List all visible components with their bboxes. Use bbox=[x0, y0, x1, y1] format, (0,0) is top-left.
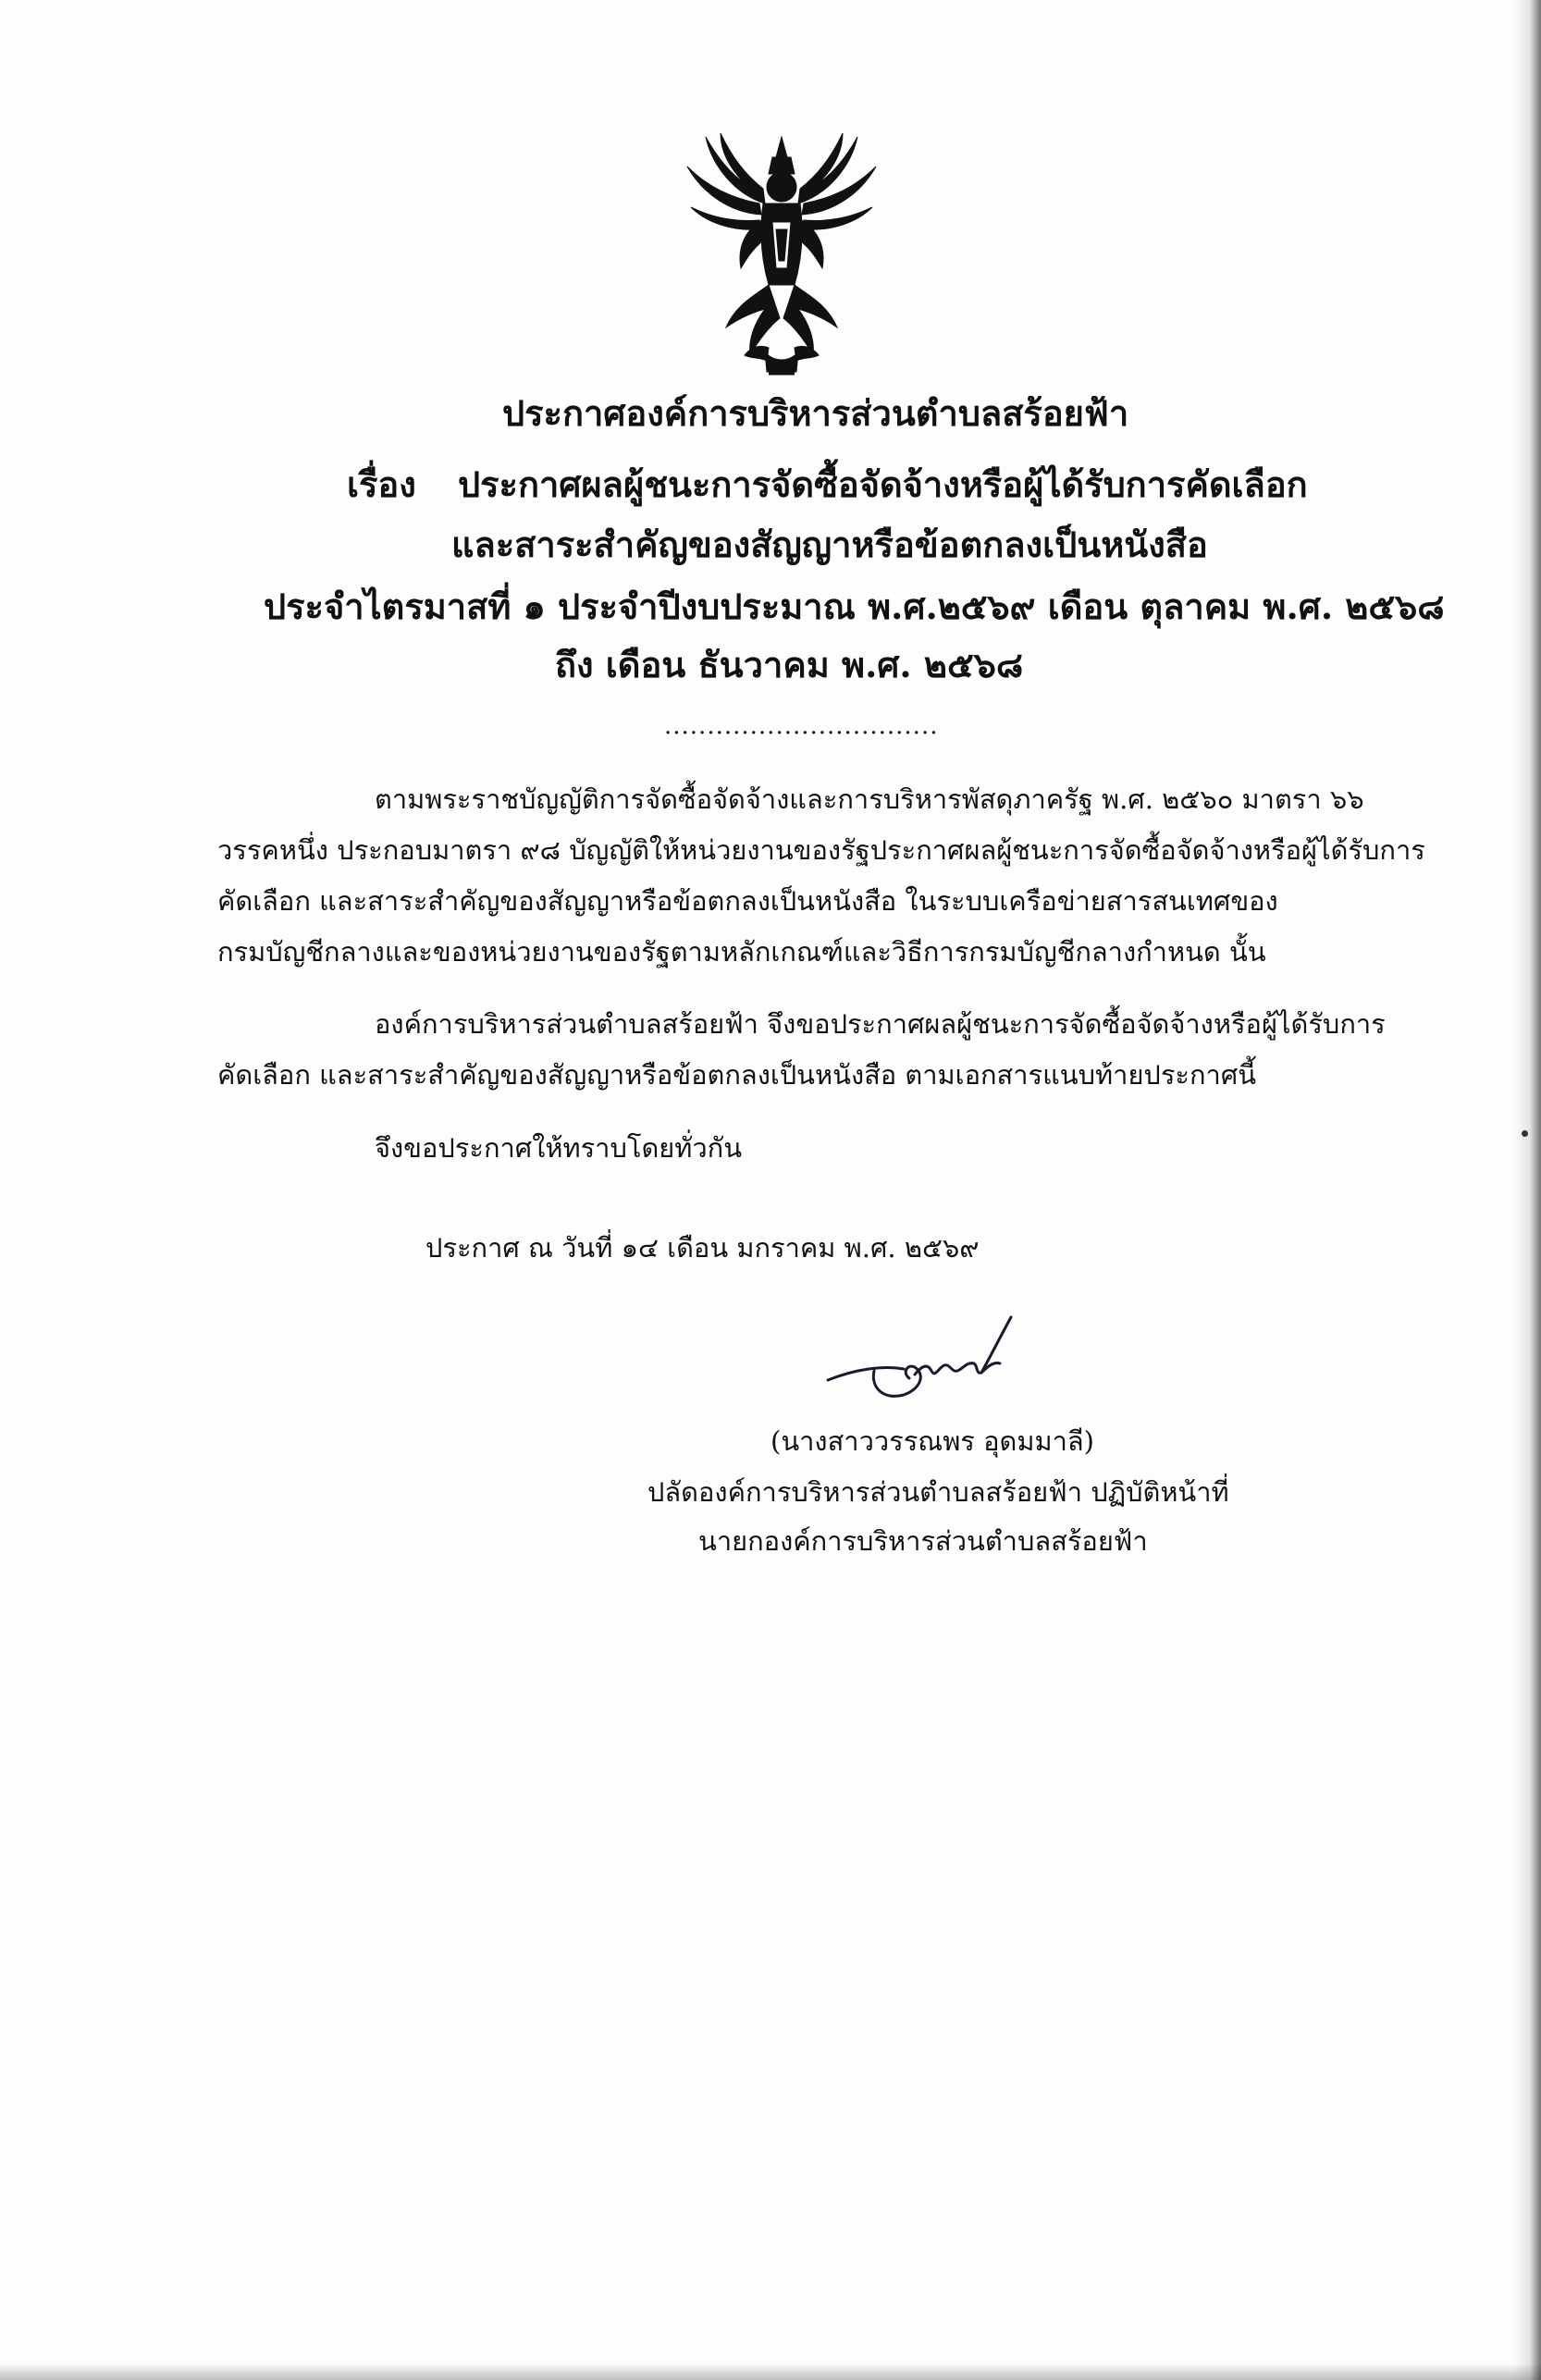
period-line-2: ถึง เดือน ธันวาคม พ.ศ. ๒๕๖๘ bbox=[555, 644, 1024, 685]
announcement-title: ประกาศองค์การบริหารส่วนตำบลสร้อยฟ้า bbox=[502, 392, 1129, 434]
paragraph-3: จึงขอประกาศให้ทราบโดยทั่วกัน bbox=[375, 1132, 743, 1164]
scan-speck bbox=[1522, 1130, 1528, 1137]
signatory-name: (นางสาววรรณพร อุดมมาลี) bbox=[770, 1425, 1094, 1457]
subject-line-1: ประกาศผลผู้ชนะการจัดซื้อจัดจ้างหรือผู้ได้รับการคัดเลือก bbox=[458, 463, 1308, 505]
paragraph-1-line-1: ตามพระราชบัญญัติการจัดซื้อจัดจ้างและการบริหารพัสดุภาครัฐ พ.ศ. ๒๕๖๐ มาตรา ๖๖ bbox=[375, 783, 1364, 815]
header-separator: ................................ bbox=[664, 712, 939, 740]
paragraph-2-line-1: องค์การบริหารส่วนตำบลสร้อยฟ้า จึงขอประกาศผลผู้ชนะการจัดซื้อจัดจ้างหรือผู้ได้รับการ bbox=[375, 1008, 1386, 1040]
signatory-position-1: ปลัดองค์การบริหารส่วนตำบลสร้อยฟ้า ปฏิบัติหน้าที่ bbox=[647, 1476, 1229, 1508]
period-line-1: ประจำไตรมาสที่ ๑ ประจำปีงบประมาณ พ.ศ.๒๕๖๙ เดือน ตุลาคม พ.ศ. ๒๕๖๘ bbox=[264, 586, 1445, 627]
subject-line-2: และสาระสำคัญของสัญญาหรือข้อตกลงเป็นหนังสือ bbox=[451, 524, 1208, 565]
paragraph-1-line-4: กรมบัญชีกลางและของหน่วยงานของรัฐตามหลักเกณฑ์และวิธีการกรมบัญชีกลางกำหนด นั้น bbox=[217, 936, 1266, 968]
paragraph-2-line-2: คัดเลือก และสาระสำคัญของสัญญาหรือข้อตกลงเป็นหนังสือ ตามเอกสารแนบท้ายประกาศนี้ bbox=[217, 1059, 1257, 1091]
page-bottom-shadow bbox=[0, 2363, 1541, 2380]
handwritten-signature-icon bbox=[819, 1304, 1031, 1415]
subject-label: เรื่อง bbox=[347, 463, 416, 505]
paragraph-1-line-2: วรรคหนึ่ง ประกอบมาตรา ๙๘ บัญญัติให้หน่วยงานของรัฐประกาศผลผู้ชนะการจัดซื้อจัดจ้างหรือผู้ได้รับการ bbox=[217, 834, 1425, 866]
paragraph-1-line-3: คัดเลือก และสาระสำคัญของสัญญาหรือข้อตกลงเป็นหนังสือ ในระบบเครือข่ายสารสนเทศของ bbox=[217, 885, 1278, 917]
garuda-emblem-icon bbox=[680, 129, 883, 379]
signatory-position-2: นายกองค์การบริหารส่วนตำบลสร้อยฟ้า bbox=[698, 1525, 1148, 1557]
announcement-date: ประกาศ ณ วันที่ ๑๔ เดือน มกราคม พ.ศ. ๒๕๖๙ bbox=[425, 1232, 980, 1264]
page-edge-shadow bbox=[1513, 0, 1541, 2380]
